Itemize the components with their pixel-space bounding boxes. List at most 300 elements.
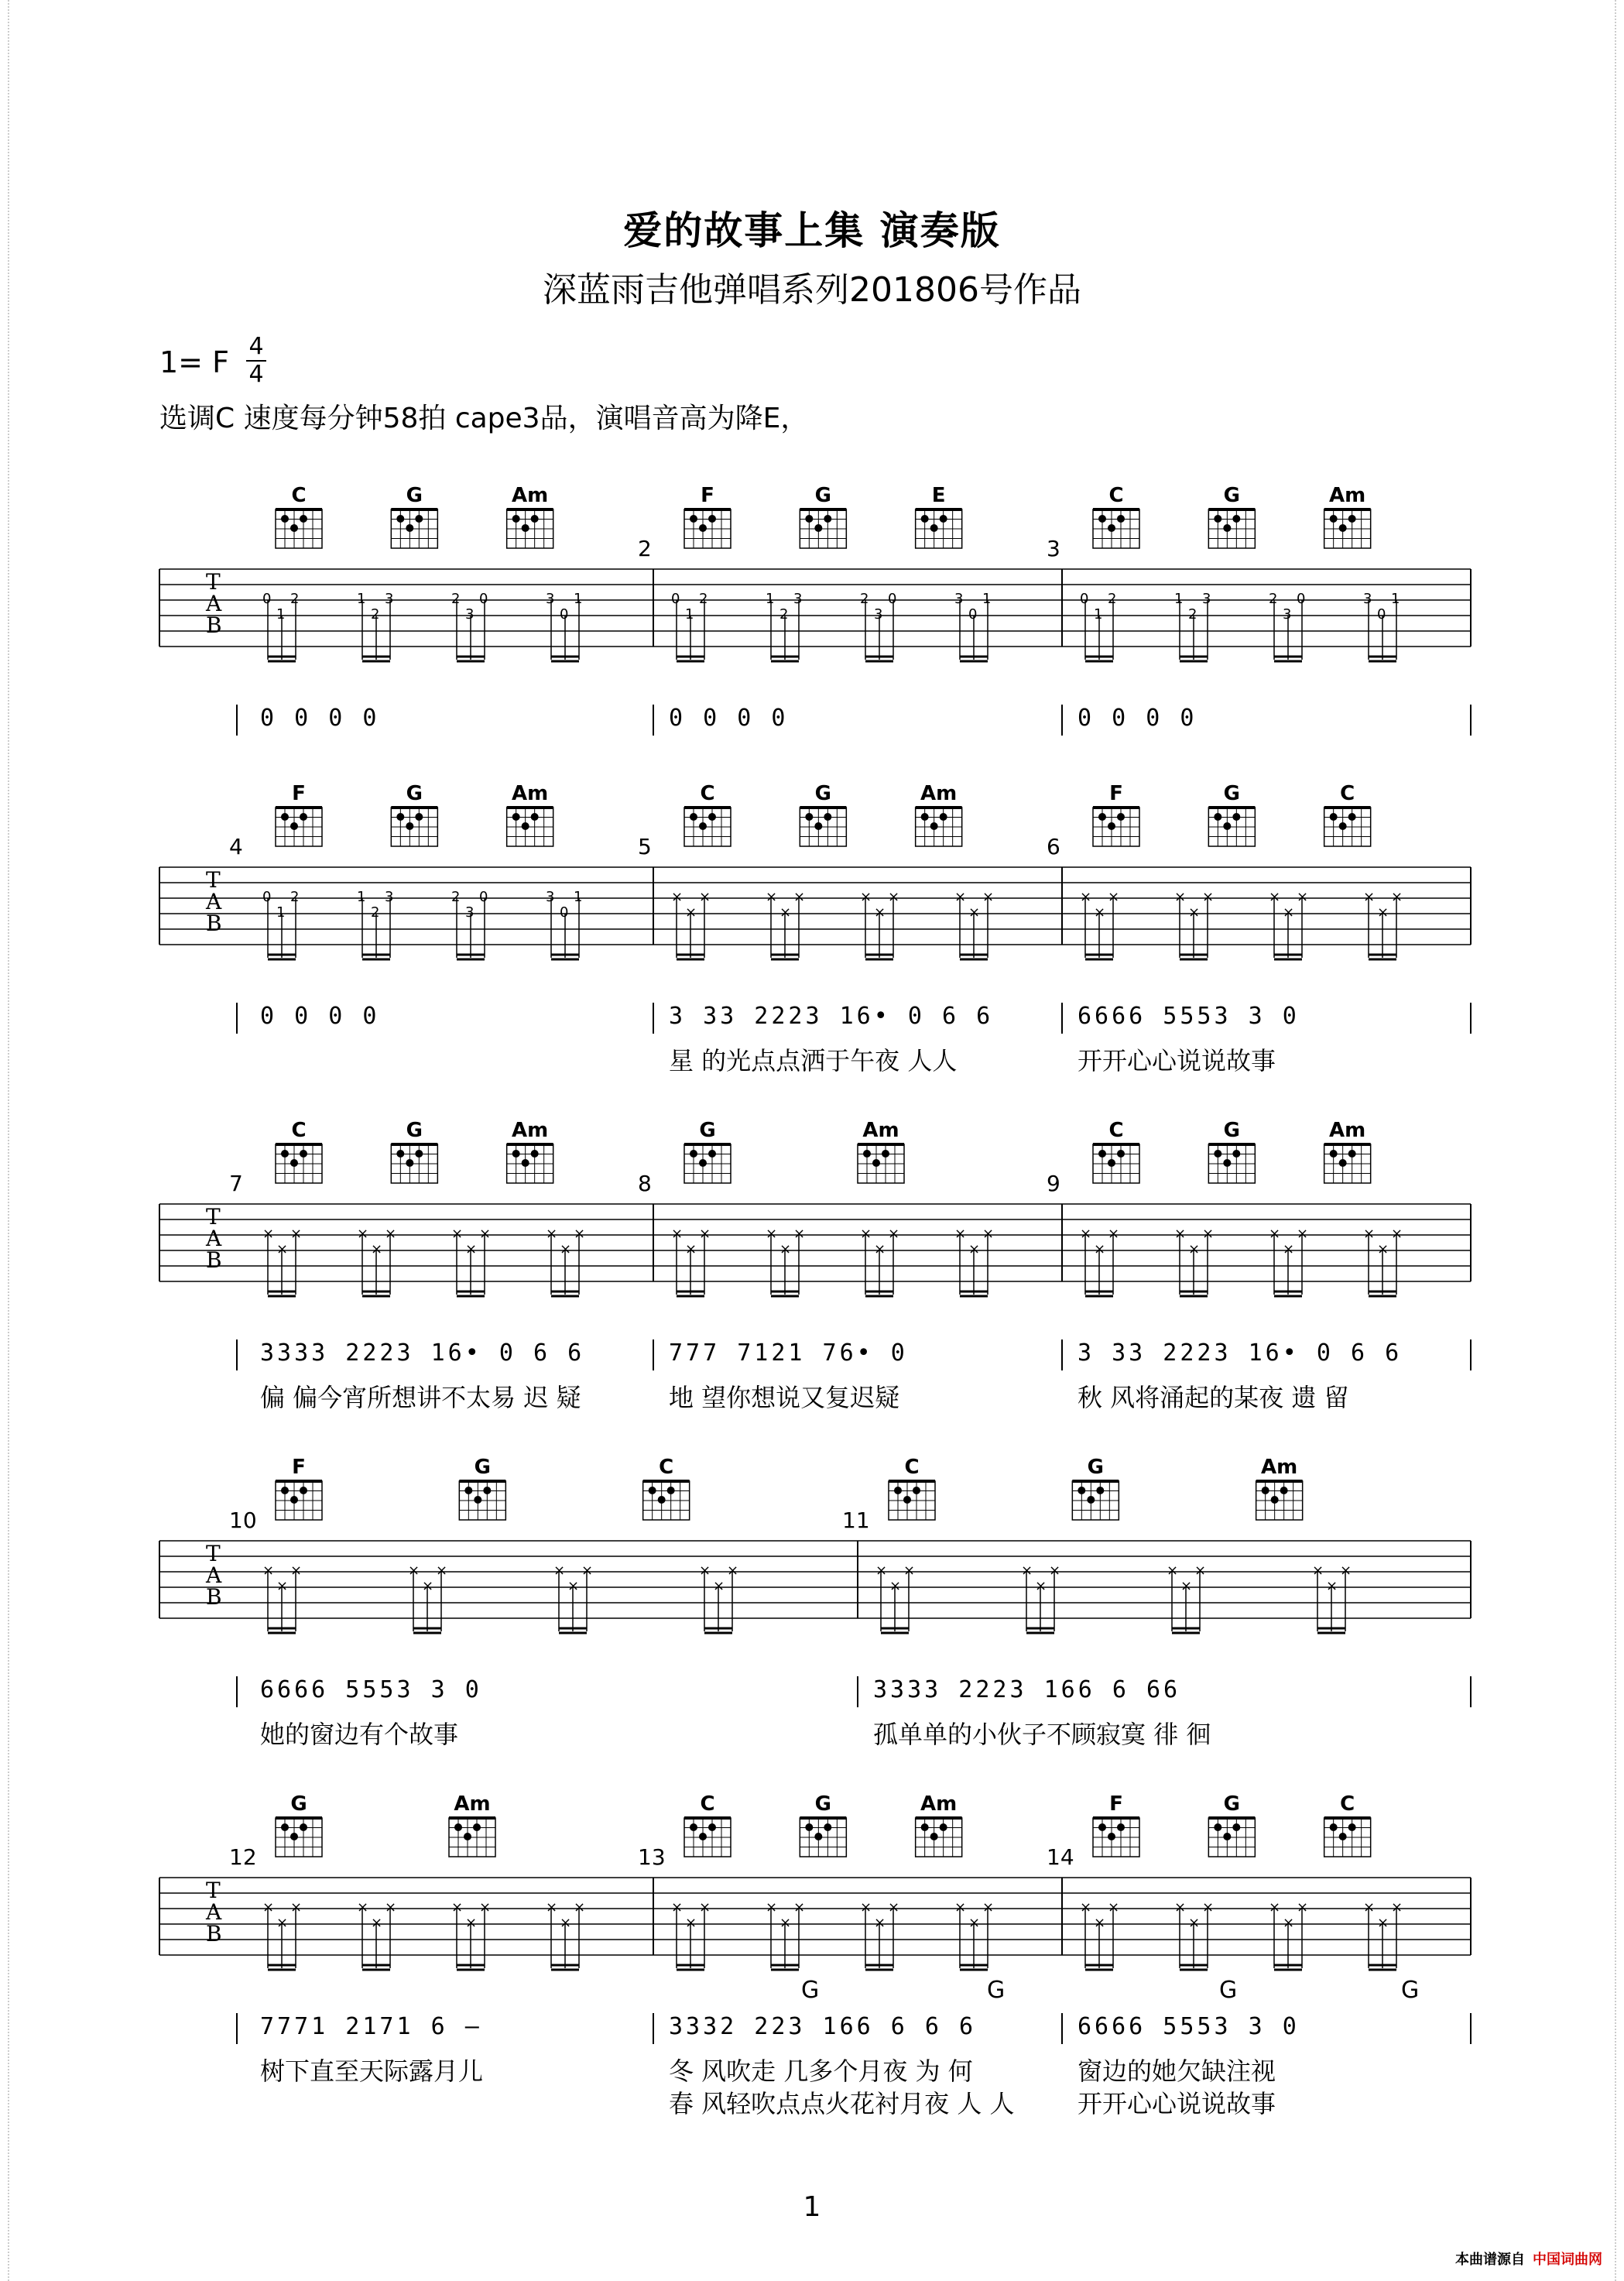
finger-dot xyxy=(522,1159,529,1167)
tab-fret-mark: × xyxy=(860,1899,872,1916)
finger-dot xyxy=(1232,1150,1240,1158)
lyric-line: 星 的光点点洒于午夜 人人 xyxy=(669,1046,958,1075)
chord-name: G xyxy=(406,484,423,507)
tab-fret-mark: 0 xyxy=(1297,591,1306,607)
finger-dot xyxy=(396,813,404,821)
tab-fret-mark: 0 xyxy=(888,591,897,607)
finger-dot xyxy=(814,1833,822,1840)
finger-dot xyxy=(690,1150,697,1158)
tab-clef-letter: T xyxy=(206,1878,221,1903)
tab-fret-mark: × xyxy=(1283,904,1295,921)
tab-fret-mark: 0 xyxy=(671,591,680,607)
tab-fret-mark: 0 xyxy=(262,591,272,607)
finger-dot xyxy=(1108,822,1115,830)
tab-fret-mark: × xyxy=(1391,1226,1403,1242)
tab-fret-mark: × xyxy=(766,889,778,905)
numbered-notation: 6666 5553 3 0 xyxy=(1078,1003,1300,1030)
finger-dot xyxy=(290,1833,298,1840)
finger-dot xyxy=(921,515,929,523)
tab-fret-mark: × xyxy=(479,1226,492,1242)
finger-dot xyxy=(464,1833,471,1840)
tab-fret-mark: 2 xyxy=(779,606,789,623)
finger-dot xyxy=(1330,1150,1338,1158)
finger-dot xyxy=(699,822,707,830)
tab-fret-mark: × xyxy=(699,1562,711,1579)
score-system xyxy=(0,480,1624,805)
tab-fret-mark: × xyxy=(954,1226,967,1242)
tab-fret-mark: × xyxy=(699,889,711,905)
chord-name: Am xyxy=(512,1119,549,1142)
numbered-notation: 6666 5553 3 0 xyxy=(260,1676,482,1703)
measure-number: 11 xyxy=(842,1508,870,1533)
chord-name: C xyxy=(1108,484,1124,507)
tab-fret-mark: 1 xyxy=(276,606,286,623)
chord-name: G xyxy=(1087,1456,1105,1479)
tab-fret-mark: 3 xyxy=(546,889,555,905)
tab-fret-mark: × xyxy=(860,1226,872,1242)
tab-fret-mark: 1 xyxy=(357,889,366,905)
tab-fret-mark: × xyxy=(1188,1915,1201,1931)
tab-fret-mark: × xyxy=(1167,1562,1179,1579)
numbered-notation: 3333 2223 166 6 66 xyxy=(873,1676,1181,1703)
numbered-notation: 3 33 2223 16• 0 6 6 xyxy=(669,1003,994,1030)
tab-fret-mark: × xyxy=(357,1226,369,1242)
finger-dot xyxy=(531,1150,539,1158)
chord-name: Am xyxy=(920,1792,958,1816)
finger-dot xyxy=(1096,1487,1104,1494)
tab-fret-mark: × xyxy=(560,1241,572,1257)
tab-fret-mark: × xyxy=(766,1226,778,1242)
chord-name: Am xyxy=(920,782,958,805)
tab-clef-letter: B xyxy=(206,1247,222,1273)
tab-fret-mark: × xyxy=(385,1899,397,1916)
time-signature xyxy=(246,334,266,387)
finger-dot xyxy=(872,1159,880,1167)
finger-dot xyxy=(930,524,938,532)
finger-dot xyxy=(300,1823,307,1831)
tab-fret-mark: × xyxy=(779,1915,792,1931)
finger-dot xyxy=(1232,813,1240,821)
measure-number: 9 xyxy=(1047,1171,1060,1196)
finger-dot xyxy=(415,515,423,523)
finger-dot xyxy=(1108,1833,1115,1840)
finger-dot xyxy=(805,1823,813,1831)
tempo-capo-info: 选调C 速度每分钟58拍 cape3品，演唱音高为降E， xyxy=(159,403,809,434)
tab-clef-letter: A xyxy=(206,889,222,914)
tab-fret-mark: × xyxy=(1049,1562,1061,1579)
tab-fret-mark: 2 xyxy=(1108,591,1117,607)
tab-fret-mark: × xyxy=(1080,889,1092,905)
chord-name: Am xyxy=(512,484,549,507)
finger-dot xyxy=(522,822,529,830)
lyric-line: 秋 风将涌起的某夜 遗 留 xyxy=(1078,1383,1349,1412)
tab-fret-mark: × xyxy=(727,1562,739,1579)
tab-fret-mark: × xyxy=(685,1915,697,1931)
time-signature-bottom: 4 xyxy=(248,361,264,388)
tab-fret-mark: × xyxy=(290,1226,303,1242)
tab-fret-mark: × xyxy=(276,1915,289,1931)
finger-dot xyxy=(464,1487,472,1494)
finger-dot xyxy=(649,1487,656,1494)
tab-fret-mark: × xyxy=(875,1562,888,1579)
tab-fret-mark: × xyxy=(1391,889,1403,905)
chord-name: Am xyxy=(1329,1119,1366,1142)
finger-dot xyxy=(699,1159,707,1167)
tab-fret-mark: × xyxy=(1202,1899,1215,1916)
tab-fret-mark: × xyxy=(968,904,981,921)
tab-fret-mark: 3 xyxy=(1202,591,1211,607)
tab-clef-letter: A xyxy=(206,591,222,616)
tab-fret-mark: × xyxy=(889,1578,902,1594)
finger-dot xyxy=(281,1823,289,1831)
tab-fret-mark: × xyxy=(422,1578,434,1594)
finger-dot xyxy=(281,1487,289,1494)
tab-fret-mark: 0 xyxy=(560,606,569,623)
finger-dot xyxy=(1214,1150,1221,1158)
finger-dot xyxy=(894,1487,902,1494)
tab-fret-mark: 2 xyxy=(451,889,461,905)
finger-dot xyxy=(824,515,831,523)
finger-dot xyxy=(1223,822,1231,830)
tab-fret-mark: × xyxy=(888,1899,900,1916)
tab-fret-mark: × xyxy=(1174,1226,1187,1242)
tab-fret-mark: × xyxy=(860,889,872,905)
tab-fret-mark: × xyxy=(1377,1241,1389,1257)
tab-fret-mark: × xyxy=(1269,889,1281,905)
finger-dot xyxy=(281,813,289,821)
finger-dot xyxy=(512,515,520,523)
finger-dot xyxy=(708,813,716,821)
finger-dot xyxy=(1223,1159,1231,1167)
finger-dot xyxy=(406,524,413,532)
tab-fret-mark: × xyxy=(1391,1899,1403,1916)
finger-dot xyxy=(930,1833,938,1840)
finger-dot xyxy=(940,1823,947,1831)
tab-fret-mark: × xyxy=(1108,1226,1120,1242)
finger-dot xyxy=(708,515,716,523)
tab-fret-mark: 0 xyxy=(560,904,569,921)
finger-dot xyxy=(406,822,413,830)
finger-dot xyxy=(708,1150,716,1158)
chord-name: G xyxy=(1223,1119,1241,1142)
finger-dot xyxy=(512,813,520,821)
tab-fret-mark: × xyxy=(1188,1241,1201,1257)
finger-dot xyxy=(396,515,404,523)
finger-dot xyxy=(406,1159,413,1167)
finger-dot xyxy=(531,515,539,523)
tab-fret-mark: × xyxy=(1269,1226,1281,1242)
tab-fret-mark: 0 xyxy=(968,606,978,623)
tab-clef-letter: B xyxy=(206,1584,222,1610)
numbered-notation: 0 0 0 0 xyxy=(1078,705,1197,732)
finger-dot xyxy=(415,813,423,821)
tab-fret-mark: × xyxy=(699,1226,711,1242)
tab-fret-mark: 2 xyxy=(290,889,300,905)
tab-fret-mark: 3 xyxy=(546,591,555,607)
tab-fret-mark: × xyxy=(874,1241,886,1257)
key-signature: 1= F xyxy=(159,345,229,379)
tab-fret-mark: × xyxy=(1080,1226,1092,1242)
page-number: 1 xyxy=(803,2191,821,2223)
finger-dot xyxy=(522,524,529,532)
tab-fret-mark: × xyxy=(1094,904,1106,921)
lyric-line: 地 望你想说又复迟疑 xyxy=(669,1383,900,1412)
finger-dot xyxy=(1223,524,1231,532)
finger-dot xyxy=(1117,515,1125,523)
tab-fret-mark: × xyxy=(1021,1562,1033,1579)
numbered-notation: 3333 2223 16• 0 6 6 xyxy=(260,1339,585,1367)
finger-dot xyxy=(1214,515,1221,523)
finger-dot xyxy=(921,813,929,821)
tab-fret-mark: × xyxy=(262,1226,275,1242)
tab-fret-mark: × xyxy=(982,1899,995,1916)
tab-fret-mark: 3 xyxy=(1283,606,1292,623)
finger-dot xyxy=(1339,524,1347,532)
lyric-line: 孤单单的小伙子不顾寂寞 徘 徊 xyxy=(873,1720,1211,1749)
measure-number: 4 xyxy=(229,834,243,859)
tab-fret-mark: 0 xyxy=(262,889,272,905)
tab-fret-mark: × xyxy=(451,1226,464,1242)
finger-dot xyxy=(699,1833,707,1840)
finger-dot xyxy=(1262,1487,1269,1494)
tab-fret-mark: 1 xyxy=(1094,606,1103,623)
finger-dot xyxy=(814,524,822,532)
tab-fret-mark: 2 xyxy=(1188,606,1197,623)
tab-fret-mark: × xyxy=(1326,1578,1338,1594)
finger-dot xyxy=(690,813,697,821)
tab-fret-mark: 1 xyxy=(1391,591,1400,607)
tab-clef-letter: B xyxy=(206,1921,222,1947)
measure-number: 2 xyxy=(638,536,652,561)
chord-name: G xyxy=(474,1456,492,1479)
finger-dot xyxy=(415,1150,423,1158)
finger-dot xyxy=(1098,1150,1106,1158)
tab-fret-mark: × xyxy=(357,1899,369,1916)
tab-fret-mark: × xyxy=(262,1562,275,1579)
chord-name: G xyxy=(290,1792,307,1816)
system-graphics xyxy=(0,480,1624,805)
tab-fret-mark: × xyxy=(451,1899,464,1916)
numbered-notation: 7771 2171 6 – xyxy=(260,2013,482,2040)
finger-dot xyxy=(1232,1823,1240,1831)
tab-fret-mark: 2 xyxy=(371,606,380,623)
tab-fret-mark: × xyxy=(779,1241,792,1257)
chord-name: Am xyxy=(512,782,549,805)
finger-dot xyxy=(1330,515,1338,523)
tab-fret-mark: 3 xyxy=(385,591,394,607)
tab-fret-mark: × xyxy=(954,889,967,905)
tab-fret-mark: 2 xyxy=(371,904,380,921)
chord-name: F xyxy=(292,1456,306,1479)
tab-fret-mark: 0 xyxy=(479,889,488,905)
tab-fret-mark: 3 xyxy=(954,591,964,607)
finger-dot xyxy=(1339,1159,1347,1167)
tab-clef-letter: B xyxy=(206,612,222,638)
chord-name: F xyxy=(1109,1792,1123,1816)
tab-fret-mark: × xyxy=(1312,1562,1324,1579)
chord-name: G xyxy=(814,782,832,805)
tab-fret-mark: × xyxy=(546,1899,558,1916)
finger-dot xyxy=(474,1496,481,1504)
lyric-line: 她的窗边有个故事 xyxy=(260,1720,459,1749)
finger-dot xyxy=(1348,813,1356,821)
tab-fret-mark: × xyxy=(1377,1915,1389,1931)
chord-name: G xyxy=(814,484,832,507)
tab-fret-mark: × xyxy=(1174,1899,1187,1916)
finger-dot xyxy=(1271,1496,1279,1504)
tab-fret-mark: × xyxy=(1283,1241,1295,1257)
finger-dot xyxy=(1330,813,1338,821)
finger-dot xyxy=(1214,813,1221,821)
numbered-notation: 6666 5553 3 0 xyxy=(1078,2013,1300,2040)
lyric-line: 冬 风吹走 几多个月夜 为 何 xyxy=(669,2056,973,2086)
tab-fret-mark: × xyxy=(1202,1226,1215,1242)
finger-dot xyxy=(454,1823,462,1831)
tab-fret-mark: × xyxy=(982,1226,995,1242)
chord-name: F xyxy=(701,484,714,507)
tab-fret-mark: × xyxy=(1202,889,1215,905)
tab-fret-mark: 3 xyxy=(793,591,803,607)
tab-fret-mark: 0 xyxy=(479,591,488,607)
tab-fret-mark: 2 xyxy=(860,591,869,607)
tab-fret-mark: × xyxy=(793,1899,806,1916)
finger-dot xyxy=(1280,1487,1288,1494)
tab-fret-mark: × xyxy=(766,1899,778,1916)
tab-fret-mark: × xyxy=(713,1578,725,1594)
tab-fret-mark: × xyxy=(888,889,900,905)
chord-name: G xyxy=(1223,1792,1241,1816)
finger-dot xyxy=(1087,1496,1095,1504)
finger-dot xyxy=(708,1823,716,1831)
tab-fret-mark: × xyxy=(479,1899,492,1916)
finger-dot xyxy=(300,515,307,523)
finger-dot xyxy=(1117,813,1125,821)
chord-name: C xyxy=(291,1119,307,1142)
chord-name: C xyxy=(904,1456,920,1479)
finger-dot xyxy=(824,1823,831,1831)
finger-dot xyxy=(1078,1487,1085,1494)
finger-dot xyxy=(1339,822,1347,830)
chord-name: G xyxy=(406,782,423,805)
finger-dot xyxy=(1348,515,1356,523)
chord-name: F xyxy=(292,782,306,805)
measure-number: 6 xyxy=(1047,834,1060,859)
finger-dot xyxy=(512,1150,520,1158)
tab-fret-mark: × xyxy=(699,1899,711,1916)
finger-dot xyxy=(805,813,813,821)
finger-dot xyxy=(667,1487,675,1494)
measure-number: 8 xyxy=(638,1171,652,1196)
measure-number: 3 xyxy=(1047,536,1060,561)
finger-dot xyxy=(300,813,307,821)
tab-fret-mark: × xyxy=(1297,1899,1309,1916)
tab-fret-mark: × xyxy=(290,1562,303,1579)
chord-name: G xyxy=(1223,484,1241,507)
finger-dot xyxy=(863,1150,871,1158)
lyric-line: 树下直至天际露月儿 xyxy=(260,2056,484,2086)
finger-dot xyxy=(699,524,707,532)
tab-fret-mark: × xyxy=(553,1562,566,1579)
tab-fret-mark: × xyxy=(436,1562,448,1579)
tab-fret-mark: 1 xyxy=(766,591,775,607)
tab-fret-mark: × xyxy=(574,1226,586,1242)
finger-dot xyxy=(290,524,298,532)
finger-dot xyxy=(300,1487,307,1494)
finger-dot xyxy=(1098,813,1106,821)
chord-name: C xyxy=(659,1456,674,1479)
finger-dot xyxy=(814,822,822,830)
measure-number: 12 xyxy=(229,1844,257,1870)
tab-fret-mark: 3 xyxy=(874,606,883,623)
chord-name: G xyxy=(699,1119,716,1142)
tab-fret-mark: × xyxy=(1297,1226,1309,1242)
finger-dot xyxy=(903,1496,911,1504)
tab-fret-mark: 2 xyxy=(1269,591,1278,607)
tab-fret-mark: 3 xyxy=(465,606,475,623)
tab-fret-mark: × xyxy=(888,1226,900,1242)
tab-fret-mark: × xyxy=(671,889,684,905)
tab-fret-mark: × xyxy=(685,904,697,921)
finger-dot xyxy=(1117,1150,1125,1158)
tab-fret-mark: × xyxy=(262,1899,275,1916)
tab-fret-mark: × xyxy=(574,1899,586,1916)
score-title: 爱的故事上集 演奏版 xyxy=(623,208,1001,253)
tab-fret-mark: × xyxy=(1363,889,1376,905)
tab-fret-mark: × xyxy=(276,1578,289,1594)
tab-fret-mark: 3 xyxy=(385,889,394,905)
tab-fret-mark: × xyxy=(874,1915,886,1931)
finger-dot xyxy=(824,813,831,821)
tab-fret-mark: × xyxy=(1269,1899,1281,1916)
tab-fret-mark: × xyxy=(1108,1899,1120,1916)
chord-name: Am xyxy=(1261,1456,1298,1479)
tab-fret-mark: × xyxy=(581,1562,594,1579)
measure-number: 7 xyxy=(229,1171,243,1196)
numbered-notation: 0 0 0 0 xyxy=(260,1003,380,1030)
chord-name: C xyxy=(1340,782,1355,805)
tab-fret-mark: × xyxy=(1035,1578,1047,1594)
tab-fret-mark: 1 xyxy=(1174,591,1184,607)
numbered-notation: 3 33 2223 16• 0 6 6 xyxy=(1078,1339,1403,1367)
tab-fret-mark: × xyxy=(465,1915,478,1931)
numbered-notation: 0 0 0 0 xyxy=(260,705,380,732)
chord-name: G xyxy=(814,1792,832,1816)
under-chord-name: G xyxy=(801,1977,820,2004)
tab-fret-mark: × xyxy=(290,1899,303,1916)
footer-source xyxy=(1455,2248,1602,2269)
footer-source-label: 本曲谱源自 xyxy=(1455,2252,1525,2268)
finger-dot xyxy=(1214,1823,1221,1831)
tab-fret-mark: × xyxy=(371,1915,383,1931)
tab-fret-mark: × xyxy=(1188,904,1201,921)
measure-number: 10 xyxy=(229,1508,257,1533)
tab-fret-mark: × xyxy=(276,1241,289,1257)
chord-name: Am xyxy=(862,1119,899,1142)
finger-dot xyxy=(913,1487,920,1494)
numbered-notation: 777 7121 76• 0 xyxy=(669,1339,908,1367)
score-system xyxy=(0,1452,1624,1777)
finger-dot xyxy=(300,1150,307,1158)
finger-dot xyxy=(1108,524,1115,532)
tab-fret-mark: × xyxy=(1363,1899,1376,1916)
finger-dot xyxy=(281,1150,289,1158)
finger-dot xyxy=(1098,1823,1106,1831)
chord-name: Am xyxy=(1329,484,1366,507)
tab-fret-mark: × xyxy=(371,1241,383,1257)
tab-fret-mark: × xyxy=(465,1241,478,1257)
finger-dot xyxy=(290,822,298,830)
tab-fret-mark: × xyxy=(779,904,792,921)
